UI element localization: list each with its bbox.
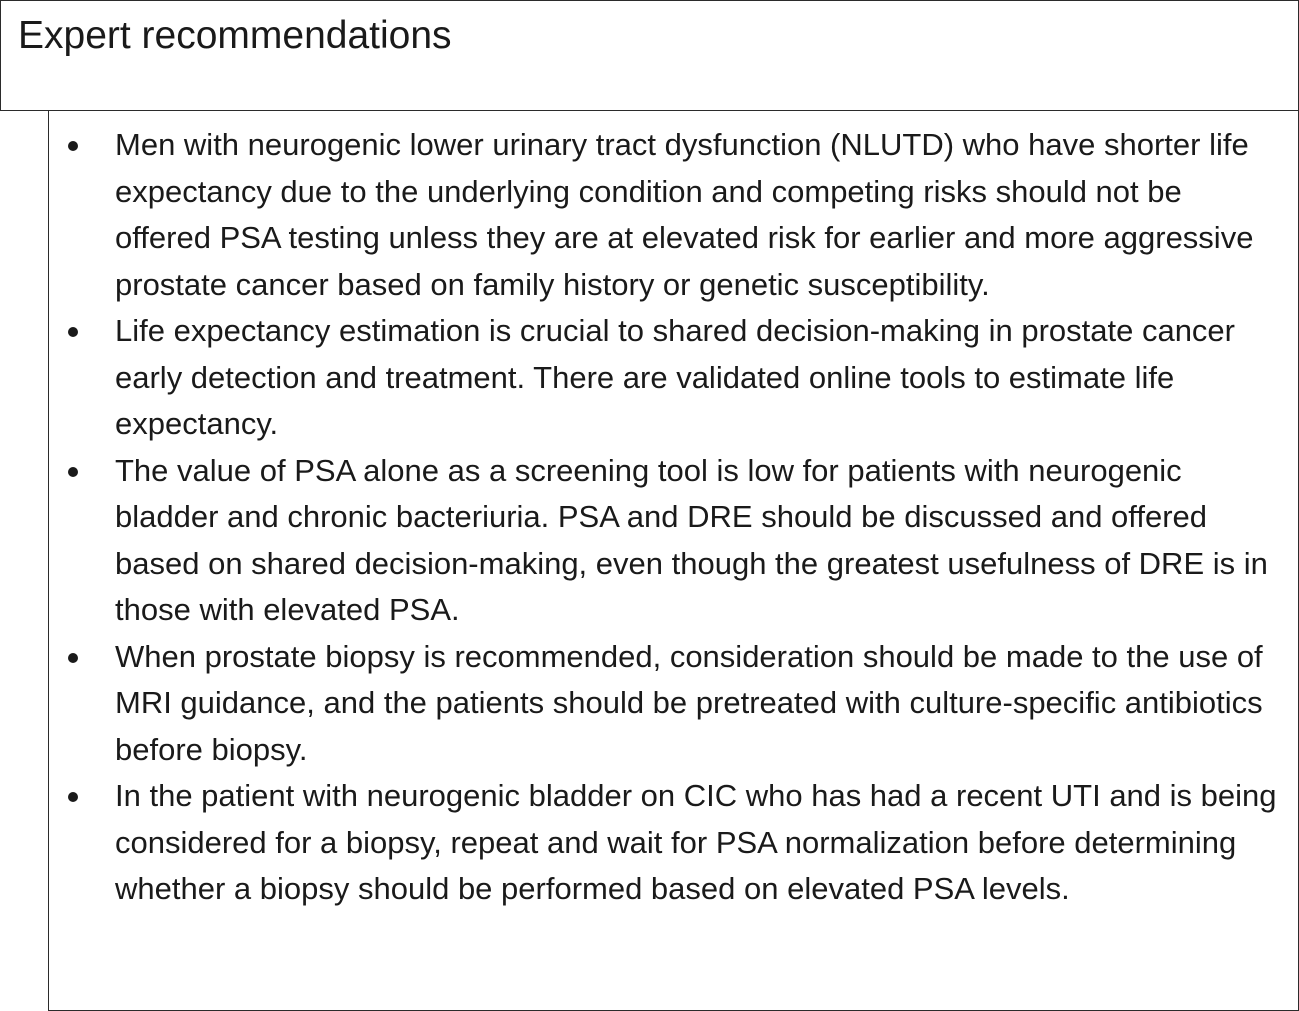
recommendations-list (49, 122, 1294, 913)
recommendation-text: Life expectancy estimation is crucial to shared decision-making in prostate cancer early detection and treatment. There are validated online tools to estimate life expectancy. (115, 313, 1235, 441)
list-item (49, 122, 1294, 308)
recommendation-text: The value of PSA alone as a screening tool is low for patients with neurogenic bladder and chronic bacteriuria. PSA and DRE should be discussed and offered based on shared decision-making, even though the greatest usefulness of DRE is in those with elevated PSA. (115, 452, 1268, 627)
list-item (49, 308, 1294, 448)
bullet-icon (68, 467, 78, 477)
bullet-icon (68, 653, 78, 663)
bullet-icon (68, 327, 78, 337)
recommendations-box (48, 110, 1299, 1011)
header-box (0, 0, 1299, 111)
list-item (49, 773, 1294, 913)
recommendation-text: Men with neurogenic lower urinary tract dysfunction (NLUTD) who have shorter life expectancy due to the underlying condition and competing risks should not be offered PSA testing unless they are at elevated risk for earlier and more aggressive prostate cancer based on family history or genetic susceptibility. (115, 127, 1254, 302)
bullet-icon (68, 792, 78, 802)
recommendation-text: In the patient with neurogenic bladder on CIC who has had a recent UTI and is being considered for a biopsy, repeat and wait for PSA normalization before determining whether a biopsy should be performed based on elevated PSA levels. (115, 778, 1277, 906)
bullet-icon (68, 141, 78, 151)
list-item (49, 448, 1294, 634)
list-item (49, 634, 1294, 774)
page-title: Expert recommendations (18, 14, 452, 57)
recommendation-text: When prostate biopsy is recommended, consideration should be made to the use of MRI guidance, and the patients should be pretreated with culture-specific antibiotics before biopsy. (115, 638, 1263, 767)
